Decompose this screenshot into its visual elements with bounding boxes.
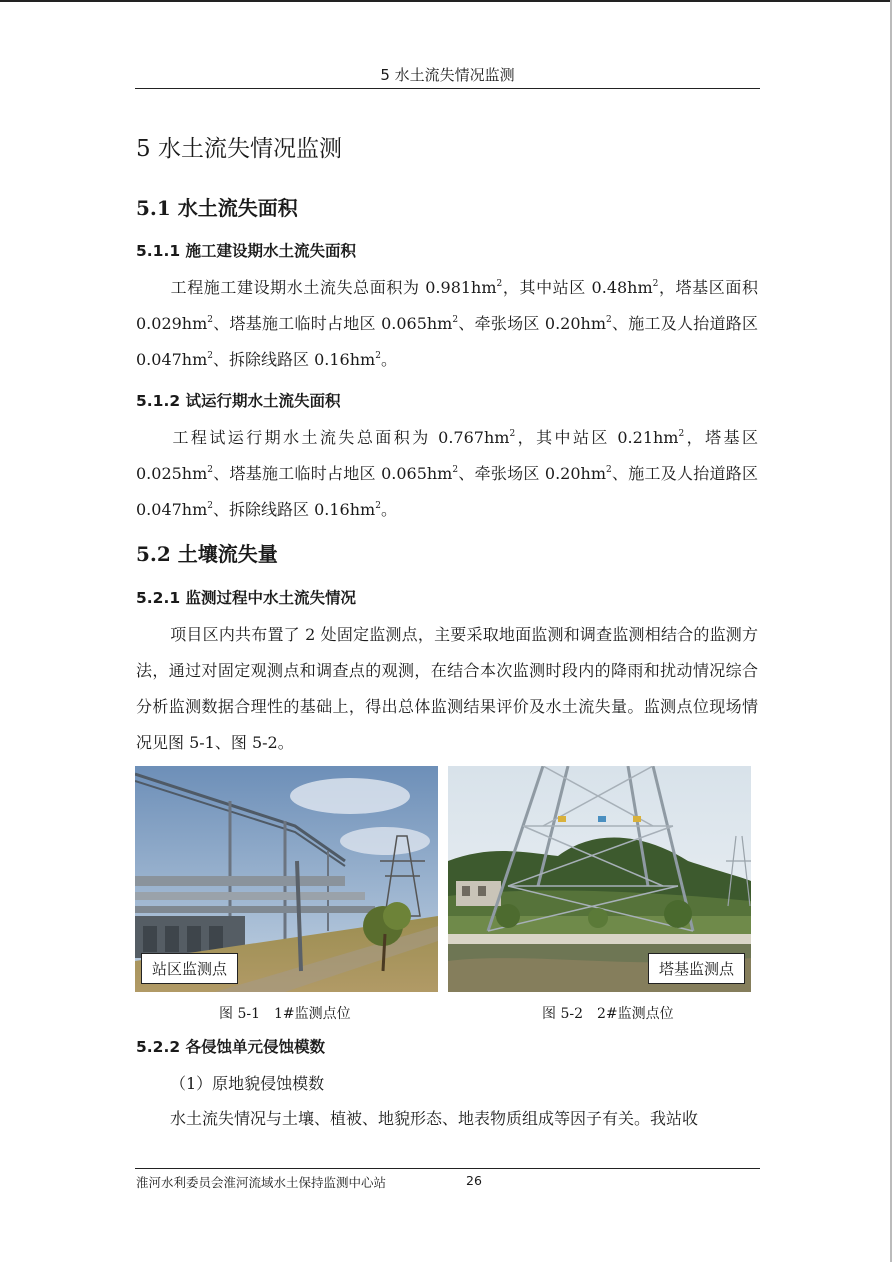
page-number: 26 xyxy=(466,1173,482,1188)
section-5-1-2-paragraph: 工程试运行期水土流失总面积为 $0.767hm^2$，其中站区 $0.21hm^2$，塔基区 $0.025hm^2$、塔基施工临时占地区 $0.065hm^2$、牵张场区 $0.20hm^2$、施工及人抬道路区 $0.047hm^2$、拆除线路区 $0.16hm^2$。 xyxy=(136,428,758,519)
figure-1-label: 站区监测点 xyxy=(141,953,238,984)
page-top-border xyxy=(0,0,892,2)
section-5-1-2-title: 5.1.2 试运行期水土流失面积 xyxy=(136,392,341,410)
section-5-2-1-paragraph: 项目区内共布置了 2 处固定监测点，主要采取地面监测和调查监测相结合的监测方法，通过对固定观测点和调查点的观测，在结合本次监测时段内的降雨和扰动情况综合分析监测数据合理性的基础上，得出总体监测结果评价及水土流失量。监测点位现场情况见图 5-1、图 5-2。 xyxy=(136,625,758,752)
section-5-2-2-paragraph: 水土流失情况与土壤、植被、地貌形态、地表物质组成等因子有关。我站收 xyxy=(170,1109,699,1128)
figure-1-caption: 图 5-1 1#监测点位 xyxy=(219,1006,351,1022)
header-rule xyxy=(135,88,760,89)
figure-2-label: 塔基监测点 xyxy=(648,953,745,984)
section-5-2-1-title: 5.2.1 监测过程中水土流失情况 xyxy=(136,589,357,607)
section-5-1-title: 5.1 水土流失面积 xyxy=(136,196,298,220)
section-5-2-2-item-1: （1）原地貌侵蚀模数 xyxy=(170,1074,325,1093)
section-5-2-title: 5.2 土壤流失量 xyxy=(136,542,278,566)
figure-substation-photo xyxy=(135,766,438,992)
section-5-2-2-title: 5.2.2 各侵蚀单元侵蚀模数 xyxy=(136,1038,326,1056)
running-header: 5 水土流失情况监测 xyxy=(380,66,515,84)
chapter-title: 5 水土流失情况监测 xyxy=(136,136,342,162)
section-5-1-1-title: 5.1.1 施工建设期水土流失面积 xyxy=(136,242,357,260)
figure-2-caption: 图 5-2 2#监测点位 xyxy=(542,1006,674,1022)
figure-tower-photo xyxy=(448,766,751,992)
footer-rule xyxy=(135,1168,760,1169)
footer-organization: 淮河水利委员会淮河流域水土保持监测中心站 xyxy=(136,1175,387,1190)
section-5-1-1-paragraph: 工程施工建设期水土流失总面积为 $0.981hm^2$，其中站区 $0.48hm^2$，塔基区面积 $0.029hm^2$、塔基施工临时占地区 $0.065hm^2$、牵张场区 $0.20hm^2$、施工及人抬道路区 $0.047hm^2$、拆除线路区 $0.16hm^2$。 xyxy=(136,278,758,369)
